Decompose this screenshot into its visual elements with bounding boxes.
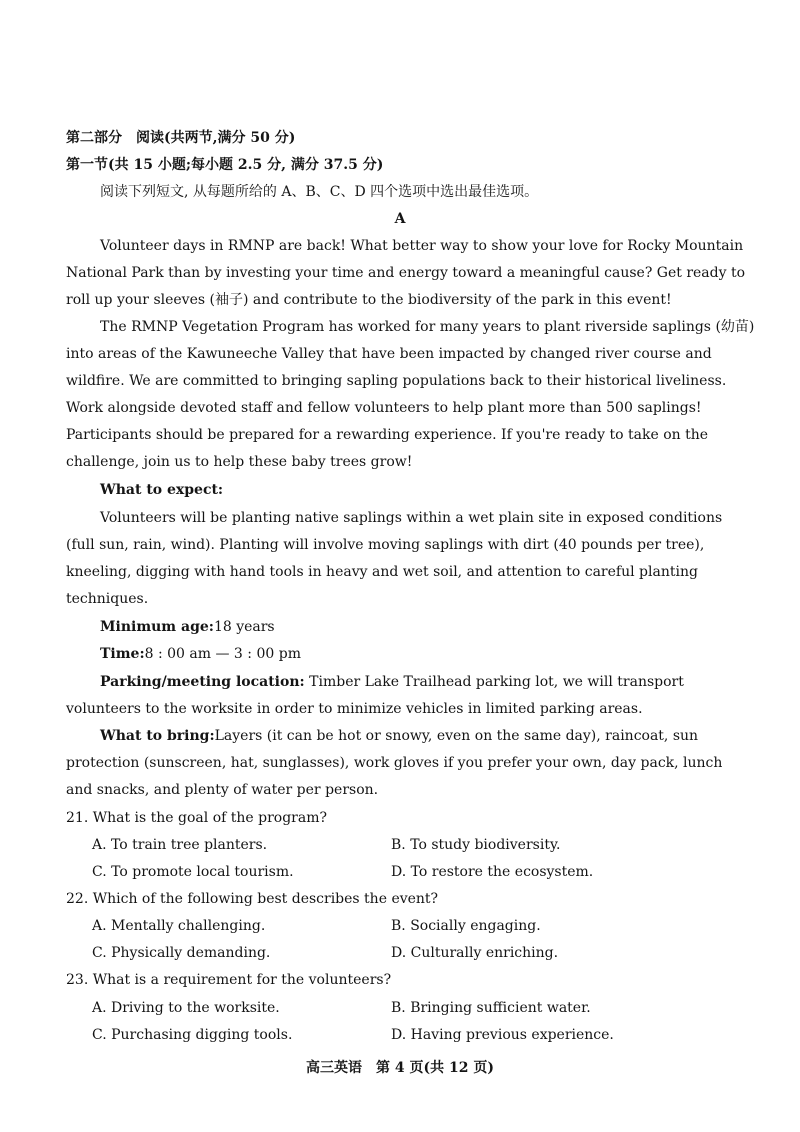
option-d[interactable]: D. Having previous experience. [391,1027,614,1043]
option-c[interactable]: C. To promote local tourism. [92,864,294,880]
parking-line: volunteers to the worksite in order to minimize vehicles in limited parking areas. [66,701,643,717]
page-footer: 高三英语 第 4 页(共 12 页) [306,1060,494,1076]
para2-line: Participants should be prepared for a rewarding experience. If you're ready to take on the [66,427,709,443]
time-value: 8 : 00 am — 3 : 00 pm [144,646,301,662]
option-a[interactable]: A. Driving to the worksite. [92,1000,280,1016]
time-label: Time: [100,646,145,662]
bring-line: and snacks, and plenty of water per person. [66,782,379,798]
passage-letter: A [394,211,406,227]
option-d[interactable]: D. To restore the ecosystem. [391,864,594,880]
bring-text: Layers (it can be hot or snowy, even on the same day), raincoat, sun [214,728,699,744]
min-age-value: 18 years [213,619,275,635]
para1-line: Volunteer days in RMNP are back! What better way to show your love for Rocky Mountain [100,238,744,254]
parking-label: Parking/meeting location: [100,674,305,690]
para1-line: National Park than by investing your time and energy toward a meaningful cause? Get ready to [66,265,746,281]
min-age-row [100,618,680,636]
para1-line: roll up your sleeves (袖子) and contribute to the biodiversity of the park in this event! [66,292,672,308]
question-stem: 22. Which of the following best describes the event? [66,891,439,907]
time-row [100,645,680,663]
min-age-label: Minimum age: [100,619,214,635]
question-stem: 21. What is the goal of the program? [66,810,328,826]
option-c[interactable]: C. Purchasing digging tools. [92,1027,293,1043]
bring-label: What to bring: [100,728,215,744]
para2-line: wildfire. We are committed to bringing sapling populations back to their historical liveliness. [66,373,727,389]
bring-line: protection (sunscreen, hat, sunglasses), work gloves if you prefer your own, day pack, lunch [66,755,723,771]
para3-line: techniques. [66,591,149,607]
para2-line: into areas of the Kawuneeche Valley that have been impacted by changed river course and [66,346,712,362]
para2-line: challenge, join us to help these baby trees grow! [66,454,413,470]
para2-line: Work alongside devoted staff and fellow volunteers to help plant more than 500 saplings! [66,400,702,416]
para2-line: The RMNP Vegetation Program has worked for many years to plant riverside saplings (幼苗) [100,319,755,335]
section-heading: 第一节(共 15 小题;每小题 2.5 分, 满分 37.5 分) [66,157,384,173]
option-c[interactable]: C. Physically demanding. [92,945,271,961]
parking-text: Timber Lake Trailhead parking lot, we will transport [309,674,684,690]
question-stem: 23. What is a requirement for the volunteers? [66,972,392,988]
instructions: 阅读下列短文, 从每题所给的 A、B、C、D 四个选项中选出最佳选项。 [100,184,539,200]
option-b[interactable]: B. Socially engaging. [391,918,541,934]
bring-row [100,727,699,745]
parking-row [100,673,684,691]
option-a[interactable]: A. Mentally challenging. [92,918,266,934]
option-a[interactable]: A. To train tree planters. [92,837,268,853]
option-b[interactable]: B. Bringing sufficient water. [391,1000,591,1016]
para3-line: kneeling, digging with hand tools in heavy and wet soil, and attention to careful planting [66,564,698,580]
para3-line: (full sun, rain, wind). Planting will involve moving saplings with dirt (40 pounds per tree), [66,537,705,553]
para3-line: Volunteers will be planting native saplings within a wet plain site in exposed conditions [100,510,723,526]
part-heading: 第二部分 阅读(共两节,满分 50 分) [66,130,296,146]
option-d[interactable]: D. Culturally enriching. [391,945,559,961]
expect-heading: What to expect: [100,482,224,498]
option-b[interactable]: B. To study biodiversity. [391,837,561,853]
